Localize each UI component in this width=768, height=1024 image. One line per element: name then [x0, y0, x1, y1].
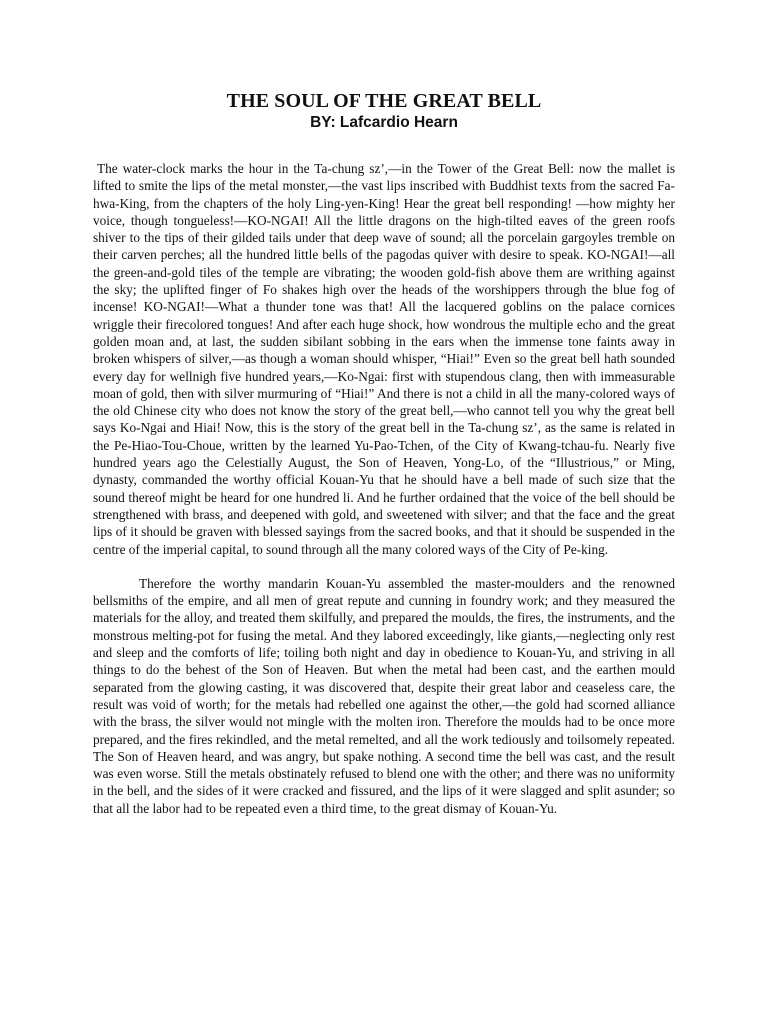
paragraph-1: The water-clock marks the hour in the Ta-chung sz’,—in the Tower of the Great Bell: now the mallet is lifted to smite the lips of the metal monster,—the vast lips inscribed with Buddhist texts from the sacred Fa-hwa-King, from the chapters of the holy Ling-yen-King! Hear the great bell responding! —how mighty her voice, though tongueless!—KO-NGAI! All the little dragons on the high-tilted eaves of the green roofs shiver to the tips of their gilded tails under that deep wave of sound; all the porcelain gargoyles tremble on their carven perches; all the hundred little bells of the pagodas quiver with desire to speak. KO-NGAI!—all the green-and-gold tiles of the temple are vibrating; the wooden gold-fish above them are writhing against the sky; the uplifted finger of Fo shakes high over the heads of the worshippers through the blue fog of incense! KO-NGAI!—What a thunder tone was that! All the lacquered goblins on the palace cornices wriggle their firecolored tongues! And after each huge shock, how wondrous the multiple echo and the great golden moan and, at last, the sudden sibilant sobbing in the ears when the immense tone faints away in broken whispers of silver,—as though a woman should whisper, “Hiai!” Even so the great bell hath sounded every day for wellnigh five hundred years,—Ko-Ngai: first with stupendous clang, then with immeasurable moan of gold, then with silver murmuring of “Hiai!” And there is not a child in all the many-colored ways of the old Chinese city who does not know the story of the great bell,—who cannot tell you why the great bell says Ko-Ngai and Hiai! Now, this is the story of the great bell in the Ta-chung sz’, as the same is related in the Pe-Hiao-Tou-Choue, written by the learned Yu-Pao-Tchen, of the City of Kwang-tchau-fu. Nearly five hundred years ago the Celestially August, the Son of Heaven, Yong-Lo, of the “Illustrious,” or Ming, dynasty, commanded the worthy official Kouan-Yu that he should have a bell made of such size that the sound thereof might be heard for one hundred li. And he further ordained that the voice of the bell should be strengthened with brass, and deepened with gold, and sweetened with silver; and that the face and the great lips of it should be graven with blessed sayings from the sacred books, and that it should be suspended in the centre of the imperial capital, to sound through all the many colored ways of the City of Pe-king. — [93, 161, 675, 557]
document-page — [93, 90, 675, 817]
paragraph-2: Therefore the worthy mandarin Kouan-Yu assembled the master-moulders and the renowned bellsmiths of the empire, and all men of great repute and cunning in foundry work; and they measured the materials for the alloy, and treated them skilfully, and prepared the moulds, the fires, the instruments, and the monstrous melting-pot for fusing the metal. And they labored exceedingly, like giants,—neglecting only rest and sleep and the comforts of life; toiling both night and day in obedience to Kouan-Yu, and striving in all things to do the behest of the Son of Heaven. But when the metal had been cast, and the earthen mould separated from the glowing casting, it was discovered that, despite their great labor and ceaseless care, the result was void of worth; for the metals had rebelled one against the other,—the gold had scorned alliance with the brass, the silver would not mingle with the molten iron. Therefore the moulds had to be once more prepared, and the fires rekindled, and the metal remelted, and all the work tediously and toilsomely repeated. The Son of Heaven heard, and was angry, but spake nothing. A second time the bell was cast, and the result was even worse. Still the metals obstinately refused to blend one with the other; and there was no uniformity in the bell, and the sides of it were cracked and fissured, and the lips of it were slagged and split asunder; so that all the labor had to be repeated even a third time, to the great dismay of Kouan-Yu. — [93, 575, 675, 816]
document-title: THE SOUL OF THE GREAT BELL — [226, 90, 542, 112]
author-byline: BY: Lafcardio Hearn — [310, 114, 458, 131]
